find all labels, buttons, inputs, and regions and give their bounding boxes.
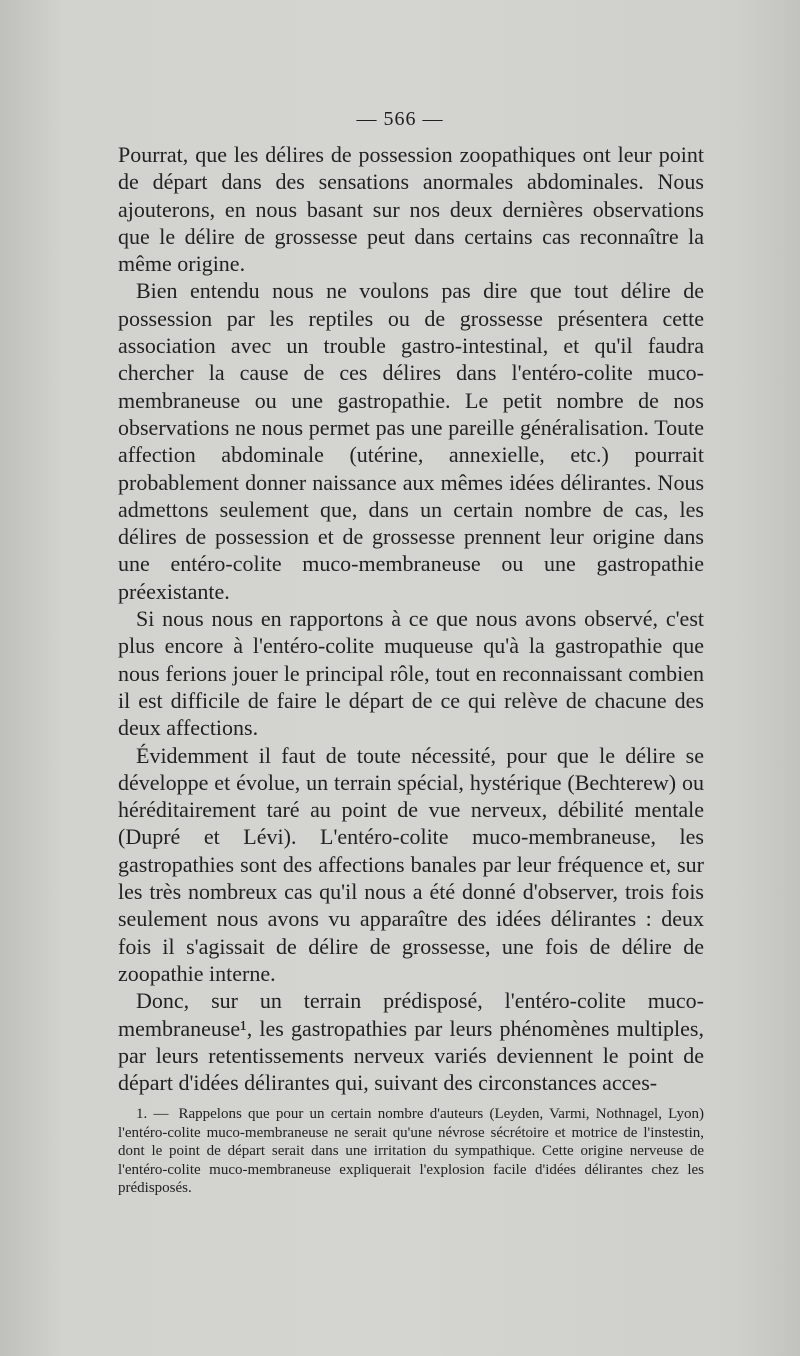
footnote-text: Rappelons que pour un certain nombre d'auteurs (Leyden, Varmi, Nothnagel, Lyon) l'entéro-colite muco-membraneuse ne serait qu'une névrose sécrétoire et motrice de l'instestin, dont le point de départ serait dans une irritation du sympathique. Cette origine nerveuse de l'entéro-colite muco-membraneuse expliquerait l'explosion facile d'idées délirantes chez les prédisposés. xyxy=(118,1106,704,1197)
paragraph-1: Pourrat, que les délires de possession zoopathiques ont leur point de départ dans des sensations anormales abdominales. Nous ajouterons, en nous basant sur nos deux dernières observations que le délire de grossesse peut dans certains cas reconnaître la même origine. xyxy=(118,142,704,277)
footnote xyxy=(118,1105,704,1198)
paragraph-2: Bien entendu nous ne voulons pas dire que tout délire de possession par les reptiles ou de grossesse présentera cette association avec un trouble gastro-intestinal, et qu'il faudra chercher la cause de ces délires dans l'entéro-colite muco-membraneuse ou une gastropathie. Le petit nombre de nos observations ne nous permet pas une pareille généralisation. Toute affection abdominale (utérine, annexielle, etc.) pourrait probablement donner naissance aux mêmes idées délirantes. Nous admettons seulement que, dans un certain nombre de cas, les délires de possession et de grossesse prennent leur origine dans une entéro-colite muco-membraneuse ou une gastropathie préexistante. xyxy=(118,278,704,604)
paragraph-5: Donc, sur un terrain prédisposé, l'entéro-colite muco-membraneuse¹, les gastropathies par leurs phénomènes multiples, par leurs retentissements nerveux variés deviennent le point de départ d'idées délirantes qui, suivant des circonstances acces- xyxy=(118,988,704,1096)
footnote-paragraph xyxy=(118,1105,704,1198)
paragraph-3: Si nous nous en rapportons à ce que nous avons observé, c'est plus encore à l'entéro-colite muqueuse qu'à la gastropathie que nous ferions jouer le principal rôle, tout en reconnaissant combien il est difficile de faire le départ de ce qui relève de chacune des deux affections. xyxy=(118,606,704,741)
paragraph-4: Évidemment il faut de toute nécessité, pour que le délire se développe et évolue, un terrain spécial, hystérique (Bechterew) ou héréditairement taré au point de vue nerveux, débilité mentale (Dupré et Lévi). L'entéro-colite muco-membraneuse, les gastropathies sont des affections banales par leur fréquence et, sur les très nombreux cas qu'il nous a été donné d'observer, trois fois seulement nous avons vu apparaître des idées délirantes : deux fois il s'agissait de délire de grossesse, une fois de délire de zoopathie interne. xyxy=(118,742,704,986)
page-number: — 566 — xyxy=(356,108,444,130)
main-text xyxy=(118,141,704,1096)
footnote-marker: 1. — xyxy=(136,1106,169,1122)
